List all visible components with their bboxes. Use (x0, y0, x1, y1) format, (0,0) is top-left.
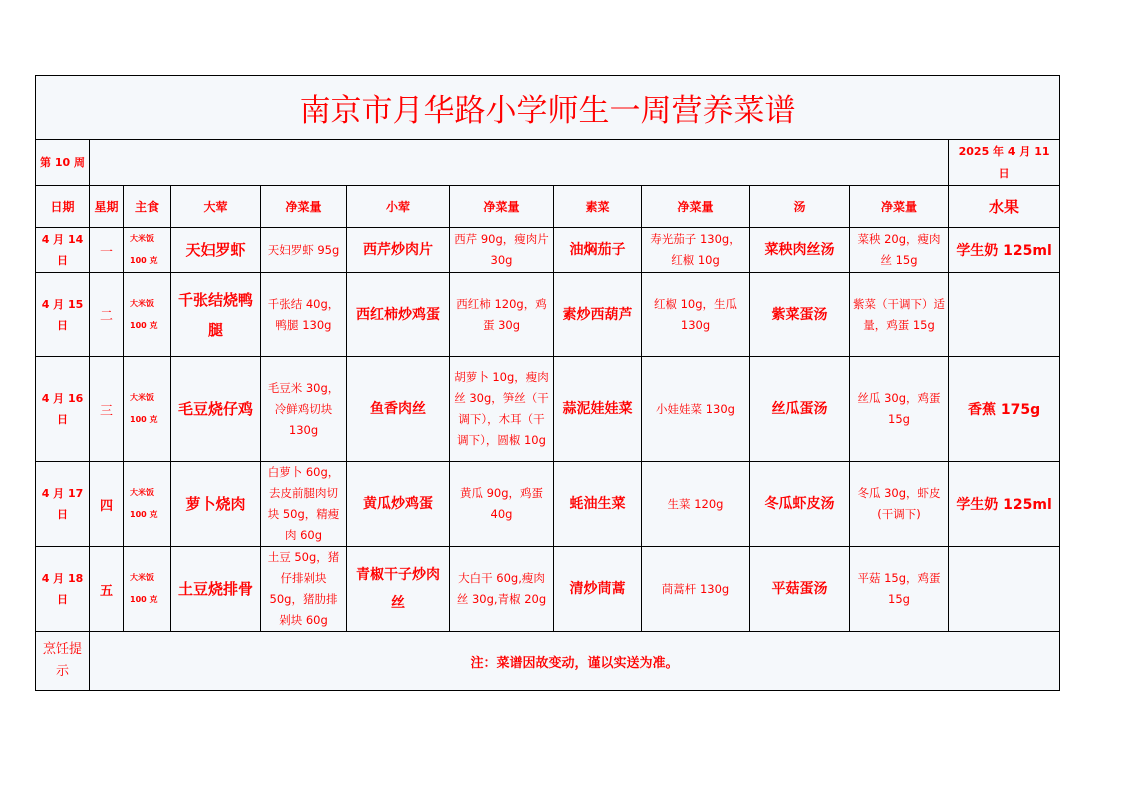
row-main-dish: 萝卜烧肉 (171, 462, 261, 547)
info-spacer (90, 140, 949, 186)
staple-qty: 100 克 (130, 510, 158, 519)
row-veg-qty: 红椒 10g，生瓜 130g (642, 273, 750, 357)
publish-date: 2025 年 4 月 11 日 (949, 140, 1060, 186)
row-fruit (949, 547, 1060, 632)
row-soup: 平菇蛋汤 (750, 547, 850, 632)
row-fruit (949, 273, 1060, 357)
row-main-dish: 土豆烧排骨 (171, 547, 261, 632)
row-staple (124, 228, 171, 273)
row-fruit: 香蕉 175g (949, 357, 1060, 462)
row-side-qty: 西红柿 120g，鸡蛋 30g (450, 273, 554, 357)
title-row (36, 76, 1060, 140)
row-soup-qty: 紫菜（干调下）适量，鸡蛋 15g (850, 273, 949, 357)
row-side-dish: 青椒干子炒肉丝 (347, 547, 450, 632)
staple-qty: 100 克 (130, 320, 158, 330)
row-veg-qty: 生菜 120g (642, 462, 750, 547)
table-row (36, 228, 1060, 273)
row-date: 4 月 16 日 (36, 357, 90, 462)
header-veg-qty: 净菜量 (642, 186, 750, 228)
row-main-qty: 千张结 40g，鸭腿 130g (261, 273, 347, 357)
row-staple (124, 547, 171, 632)
row-weekday: 一 (90, 228, 124, 273)
header-weekday: 星期 (90, 186, 124, 228)
row-date: 4 月 14 日 (36, 228, 90, 273)
row-staple (124, 357, 171, 462)
row-veg-dish: 油焖茄子 (554, 228, 642, 273)
staple-qty: 100 克 (130, 415, 158, 424)
row-veg-qty: 寿光茄子 130g，红椒 10g (642, 228, 750, 273)
row-staple (124, 273, 171, 357)
row-veg-qty: 茼蒿杆 130g (642, 547, 750, 632)
row-weekday: 五 (90, 547, 124, 632)
header-fruit: 水果 (949, 186, 1060, 228)
row-main-qty: 毛豆米 30g，冷鲜鸡切块 130g (261, 357, 347, 462)
row-main-qty: 土豆 50g，猪仔排剁块 50g，猪肋排剁块 60g (261, 547, 347, 632)
row-date: 4 月 17 日 (36, 462, 90, 547)
row-veg-dish: 清炒茼蒿 (554, 547, 642, 632)
row-main-qty: 白萝卜 60g，去皮前腿肉切块 50g，精瘦肉 60g (261, 462, 347, 547)
row-soup-qty: 平菇 15g，鸡蛋 15g (850, 547, 949, 632)
row-side-dish: 黄瓜炒鸡蛋 (347, 462, 450, 547)
row-veg-dish: 蚝油生菜 (554, 462, 642, 547)
table-row (36, 462, 1060, 547)
row-side-dish: 鱼香肉丝 (347, 357, 450, 462)
staple-qty: 100 克 (130, 256, 158, 265)
header-soup: 汤 (750, 186, 850, 228)
row-soup: 菜秧肉丝汤 (750, 228, 850, 273)
row-soup-qty: 丝瓜 30g，鸡蛋 15g (850, 357, 949, 462)
header-side-dish: 小荤 (347, 186, 450, 228)
staple-name: 大米饭 (130, 488, 154, 497)
row-side-qty: 大白干 60g,瘦肉丝 30g,青椒 20g (450, 547, 554, 632)
staple-name: 大米饭 (130, 298, 154, 308)
row-veg-qty: 小娃娃菜 130g (642, 357, 750, 462)
header-main-qty: 净菜量 (261, 186, 347, 228)
table-row (36, 273, 1060, 357)
row-side-dish: 西红柿炒鸡蛋 (347, 273, 450, 357)
footer-note: 注：菜谱因故变动，谨以实送为准。 (90, 632, 1060, 691)
row-main-dish: 毛豆烧仔鸡 (171, 357, 261, 462)
row-date: 4 月 15 日 (36, 273, 90, 357)
staple-name: 大米饭 (130, 234, 154, 243)
header-veg-dish: 素菜 (554, 186, 642, 228)
row-main-dish: 天妇罗虾 (171, 228, 261, 273)
weekly-menu-table (35, 75, 1060, 691)
row-side-qty: 胡萝卜 10g，瘦肉丝 30g，笋丝（干调下），木耳（干调下），圆椒 10g (450, 357, 554, 462)
header-staple: 主食 (124, 186, 171, 228)
row-weekday: 二 (90, 273, 124, 357)
info-row (36, 140, 1060, 186)
header-row (36, 186, 1060, 228)
row-staple (124, 462, 171, 547)
row-soup: 冬瓜虾皮汤 (750, 462, 850, 547)
staple-name: 大米饭 (130, 573, 154, 582)
row-soup-qty: 菜秧 20g，瘦肉丝 15g (850, 228, 949, 273)
row-main-qty: 天妇罗虾 95g (261, 228, 347, 273)
row-veg-dish: 素炒西葫芦 (554, 273, 642, 357)
header-side-qty: 净菜量 (450, 186, 554, 228)
row-side-qty: 黄瓜 90g，鸡蛋 40g (450, 462, 554, 547)
table-row (36, 357, 1060, 462)
row-fruit: 学生奶 125ml (949, 228, 1060, 273)
staple-name: 大米饭 (130, 393, 154, 402)
row-weekday: 三 (90, 357, 124, 462)
header-soup-qty: 净菜量 (850, 186, 949, 228)
footer-row (36, 632, 1060, 691)
row-soup-qty: 冬瓜 30g，虾皮(干调下) (850, 462, 949, 547)
row-main-dish: 千张结烧鸭腿 (171, 273, 261, 357)
cooking-tip-label: 烹饪提示 (36, 632, 90, 691)
header-main-dish: 大荤 (171, 186, 261, 228)
row-soup: 紫菜蛋汤 (750, 273, 850, 357)
table-row (36, 547, 1060, 632)
row-side-qty: 西芹 90g，瘦肉片 30g (450, 228, 554, 273)
row-soup: 丝瓜蛋汤 (750, 357, 850, 462)
row-fruit: 学生奶 125ml (949, 462, 1060, 547)
row-weekday: 四 (90, 462, 124, 547)
row-veg-dish: 蒜泥娃娃菜 (554, 357, 642, 462)
header-date: 日期 (36, 186, 90, 228)
staple-qty: 100 克 (130, 595, 158, 604)
page-title: 南京市月华路小学师生一周营养菜谱 (36, 76, 1060, 140)
row-date: 4 月 18 日 (36, 547, 90, 632)
week-label: 第 10 周 (36, 140, 90, 186)
row-side-dish: 西芹炒肉片 (347, 228, 450, 273)
